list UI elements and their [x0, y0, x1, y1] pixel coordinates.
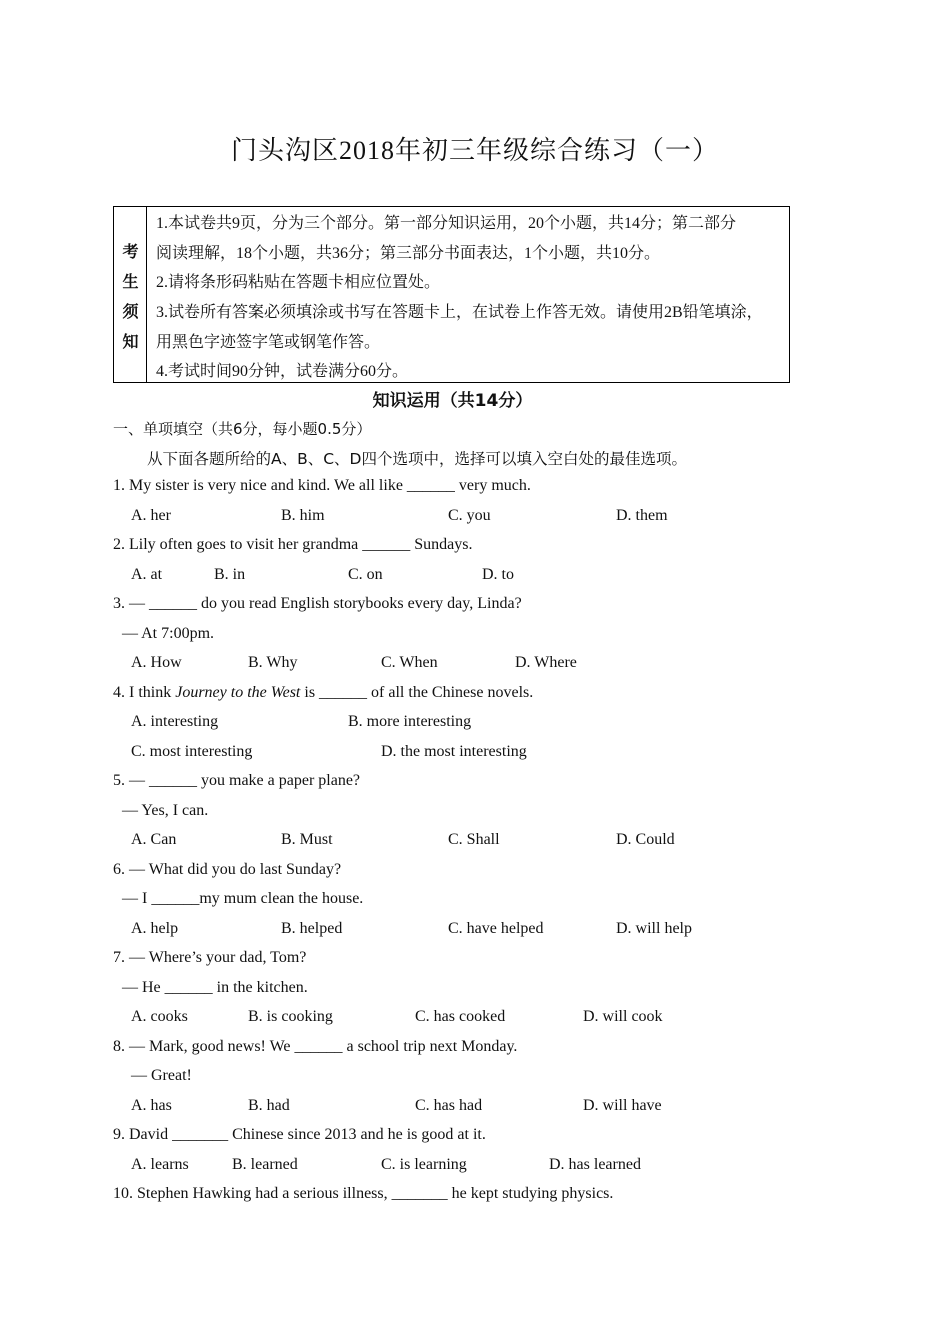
- notice-heading-char: 知: [122, 334, 139, 351]
- notice-line: 2.请将条形码粘贴在答题卡相应位置处。: [156, 274, 441, 291]
- question-option: D. to: [482, 566, 514, 583]
- question-option: D. has learned: [549, 1156, 641, 1173]
- question-option: A. learns: [131, 1156, 189, 1173]
- question-option: D. will help: [616, 920, 692, 937]
- notice-heading-char: 须: [122, 304, 139, 321]
- question-option: A. her: [131, 507, 171, 524]
- question-reply: — I ______my mum clean the house.: [122, 890, 364, 907]
- question-option: C. When: [381, 654, 438, 671]
- question-option: A. cooks: [131, 1008, 188, 1025]
- question-option: B. him: [281, 507, 325, 524]
- notice-line: 1.本试卷共9页，分为三个部分。第一部分知识运用，20个小题，共14分；第二部分: [156, 215, 737, 232]
- instruction: 从下面各题所给的A、B、C、D四个选项中，选择可以填入空白处的最佳选项。: [147, 450, 687, 468]
- question-option: C. you: [448, 507, 491, 524]
- question-option: D. the most interesting: [381, 743, 527, 760]
- question-option: B. Must: [281, 831, 333, 848]
- question-option: A. interesting: [131, 713, 219, 730]
- question-option: D. Where: [515, 654, 577, 671]
- question-stem: 8. — Mark, good news! We ______ a school trip next Monday.: [113, 1038, 518, 1055]
- question-stem: 10. Stephen Hawking had a serious illness, _______ he kept studying physics.: [113, 1185, 614, 1202]
- question-option: D. will cook: [583, 1008, 663, 1025]
- notice-line: 4.考试时间90分钟，试卷满分60分。: [156, 363, 409, 380]
- question-stem: 1. My sister is very nice and kind. We all like ______ very much.: [113, 477, 531, 494]
- question-option: A. help: [131, 920, 179, 937]
- stem-text: is ______ of all the Chinese novels.: [300, 684, 534, 701]
- question-stem: 3. — ______ do you read English storybooks every day, Linda?: [113, 595, 522, 612]
- book-title: Journey to the West: [175, 684, 301, 701]
- question-option: B. is cooking: [248, 1008, 333, 1025]
- question-option: C. on: [348, 566, 383, 583]
- question-option: C. most interesting: [131, 743, 253, 760]
- notice-heading: [114, 207, 147, 382]
- question-option: D. Could: [616, 831, 675, 848]
- question-option: D. them: [616, 507, 668, 524]
- question-stem: 9. David _______ Chinese since 2013 and he is good at it.: [113, 1126, 486, 1143]
- exam-notice-box: [113, 206, 790, 383]
- question-option: A. Can: [131, 831, 177, 848]
- question-reply: — Great!: [131, 1067, 192, 1084]
- question-option: B. in: [214, 566, 246, 583]
- question-reply: — Yes, I can.: [122, 802, 209, 819]
- question-stem: [113, 684, 533, 702]
- question-stem: 2. Lily often goes to visit her grandma ______ Sundays.: [113, 536, 473, 553]
- notice-heading-char: 生: [122, 274, 139, 291]
- question-option: B. had: [248, 1097, 290, 1114]
- stem-text: 4. I think: [113, 684, 176, 701]
- notice-heading-char: 考: [122, 244, 139, 261]
- question-option: B. more interesting: [348, 713, 472, 730]
- notice-line: 阅读理解，18个小题，共36分；第三部分书面表达，1个小题，共10分。: [156, 245, 661, 262]
- question-option: B. learned: [232, 1156, 298, 1173]
- question-option: D. will have: [583, 1097, 662, 1114]
- part-heading: 一、单项填空（共6分，每小题0.5分）: [113, 420, 372, 438]
- question-option: B. helped: [281, 920, 343, 937]
- section-title: 知识运用（共14分）: [372, 391, 533, 411]
- question-stem: 5. — ______ you make a paper plane?: [113, 772, 361, 789]
- question-option: B. Why: [248, 654, 298, 671]
- question-stem: 6. — What did you do last Sunday?: [113, 861, 342, 878]
- question-option: A. How: [131, 654, 182, 671]
- question-option: C. is learning: [381, 1156, 467, 1173]
- question-option: C. has had: [415, 1097, 483, 1114]
- question-option: C. has cooked: [415, 1008, 506, 1025]
- question-option: A. has: [131, 1097, 172, 1114]
- notice-line: 用黑色字迹签字笔或钢笔作答。: [156, 334, 381, 351]
- question-option: A. at: [131, 566, 163, 583]
- question-reply: — At 7:00pm.: [122, 625, 215, 642]
- exam-title: 门头沟区2018年初三年级综合练习（一）: [230, 136, 719, 165]
- notice-line: 3.试卷所有答案必须填涂或书写在答题卡上，在试卷上作答无效。请使用2B铅笔填涂，: [156, 304, 763, 321]
- question-reply: — He ______ in the kitchen.: [122, 979, 308, 996]
- question-stem: 7. — Where’s your dad, Tom?: [113, 949, 307, 966]
- question-option: C. Shall: [448, 831, 500, 848]
- question-option: C. have helped: [448, 920, 544, 937]
